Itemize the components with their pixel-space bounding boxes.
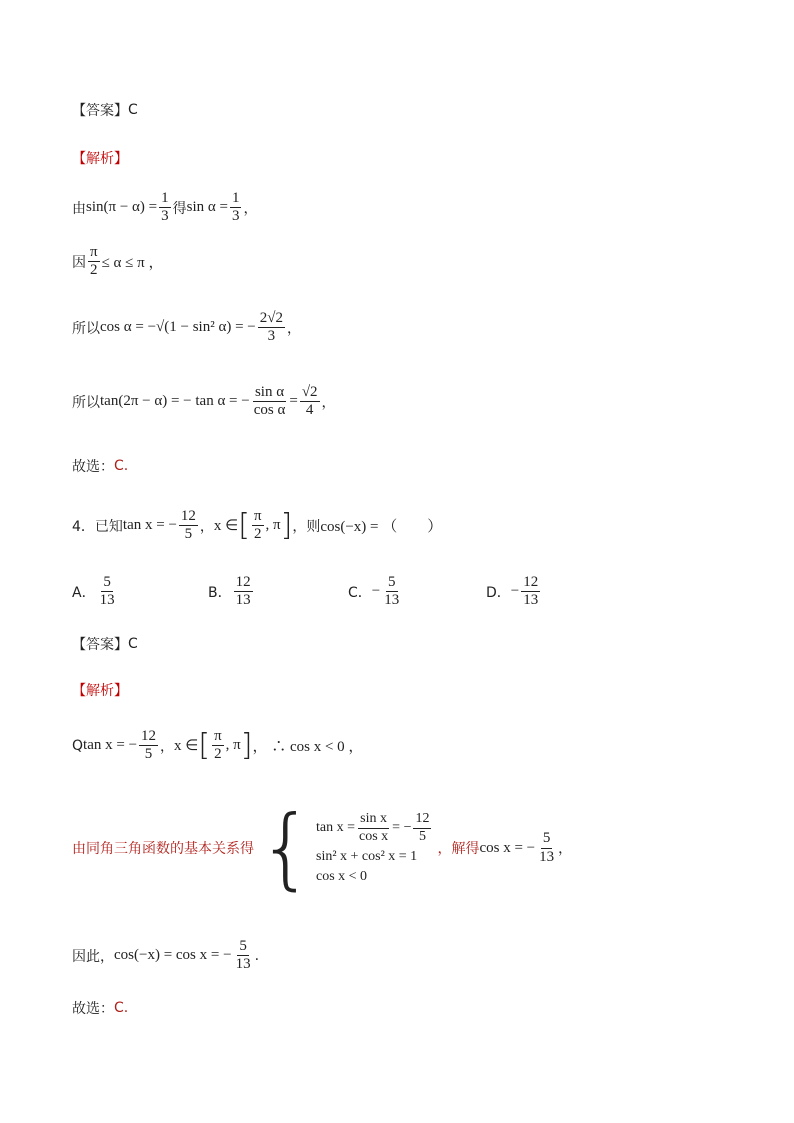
fraction: $\frac{\pi}{2}$	[214, 728, 222, 763]
math-expr: =	[289, 393, 298, 410]
answer-label: 【答案】	[72, 637, 128, 653]
math-expr: x ∈	[213, 518, 239, 535]
solution-step-5	[72, 728, 363, 764]
step-text: 由同角三角函数的基本关系得	[72, 841, 254, 857]
step-text: ，	[558, 841, 573, 857]
step-text: Q	[72, 737, 84, 754]
step-text: 由	[72, 200, 86, 217]
answer-label: 【答案】	[72, 103, 128, 119]
left-bracket: [	[198, 727, 211, 763]
choose-line-2	[72, 998, 128, 1018]
solution-step-4	[72, 384, 336, 420]
choose-value: C.	[114, 458, 129, 474]
step-text: ，	[243, 200, 258, 217]
option-d[interactable]: D． − $\frac{12}{13}$	[486, 574, 539, 609]
math-expr: cos(−x) = （ ）	[320, 519, 443, 536]
choose-line-1	[72, 456, 128, 476]
equation-system	[258, 796, 433, 899]
fraction: $\frac{\pi}{2}$	[90, 244, 98, 279]
left-bracket: [	[238, 507, 250, 543]
fraction: $\frac{5}{13}$	[99, 574, 115, 609]
right-bracket: ]	[280, 507, 293, 543]
fraction: $\frac{1}{3}$	[161, 190, 169, 225]
analysis-label: 【解析】	[72, 151, 128, 167]
fraction: $\frac{12}{5}$	[141, 728, 157, 763]
math-expr: cos x = −	[479, 839, 536, 856]
answer-value: C	[128, 102, 138, 118]
choose-label: 故选：	[72, 459, 114, 475]
step-text: ，	[199, 518, 214, 535]
math-expr: sin α =	[186, 199, 228, 216]
step-text: ，	[321, 394, 336, 411]
math-expr: ≤ α ≤ π ，	[101, 255, 164, 272]
step-text: ，	[160, 738, 175, 755]
fraction: $\frac{12}{13}$	[523, 574, 539, 609]
answer-value: C	[128, 636, 138, 652]
answer-line-2	[72, 634, 138, 654]
step-text: 因	[72, 254, 86, 271]
system-row: cos x < 0	[316, 868, 368, 884]
system-row: tan x = $\frac{\text{sin x}}{\text{cos x}}$ = − $\frac{12}{5}$	[316, 811, 430, 844]
system-row: sin² x + cos² x = 1	[316, 848, 418, 864]
option-b[interactable]: B． $\frac{12}{13}$	[208, 574, 251, 609]
option-a[interactable]: A． $\frac{5}{13}$	[72, 574, 115, 609]
math-expr: , π	[225, 737, 241, 754]
analysis-label: 【解析】	[72, 683, 128, 699]
step-text: 所以	[72, 394, 100, 411]
fraction: $\frac{\text{sin α}}{\text{cos α}}$	[253, 384, 286, 419]
fraction: $\frac{12}{13}$	[235, 574, 251, 609]
step-text: 因此，	[72, 948, 114, 965]
step-text: ，	[286, 320, 301, 337]
question-4	[72, 508, 442, 544]
solution-step-1	[72, 190, 257, 226]
step-text: 所以	[72, 320, 100, 337]
fraction: $\frac{1}{3}$	[231, 190, 240, 225]
solution-step-7	[72, 938, 259, 974]
solution-step-6	[72, 796, 573, 899]
fraction: $\frac{\pi}{2}$	[253, 508, 262, 543]
analysis-label-2	[72, 680, 128, 700]
math-expr: , π	[265, 517, 281, 534]
fraction: $\frac{2√2}{3}$	[259, 310, 283, 345]
math-expr: sin(π − α) =	[86, 199, 158, 216]
answer-line-1	[72, 100, 138, 120]
left-brace: {	[258, 796, 314, 899]
fraction: $\frac{5}{13}$	[235, 938, 251, 973]
fraction: $\frac{5}{13}$	[539, 830, 555, 865]
fraction: $\frac{12}{5}$	[180, 508, 196, 543]
math-expr: cos α = −√(1 − sin² α) = −	[100, 319, 256, 336]
question-number: 4．已知	[72, 518, 123, 535]
step-text: 得	[172, 200, 187, 217]
choose-label: 故选：	[72, 1001, 114, 1017]
math-expr: tan x = −	[122, 517, 177, 534]
option-c[interactable]: C． − $\frac{5}{13}$	[348, 574, 400, 609]
math-expr: cos(−x) = cos x = −	[114, 947, 232, 964]
step-text: .	[254, 947, 260, 964]
choose-value: C.	[114, 1000, 129, 1016]
right-bracket: ]	[240, 727, 253, 763]
fraction: $\frac{5}{13}$	[384, 574, 400, 609]
analysis-label-1	[72, 148, 128, 168]
math-expr: ， ∴ cos x < 0 ，	[252, 739, 364, 756]
solution-step-2	[72, 244, 163, 280]
math-expr: x ∈	[174, 738, 199, 755]
math-expr: tan x = −	[83, 737, 138, 754]
step-text: ，解得	[437, 841, 480, 857]
step-text: ，则	[292, 518, 321, 535]
solution-step-3	[72, 310, 301, 346]
math-expr: tan(2π − α) = − tan α = −	[100, 393, 250, 410]
fraction: $\frac{√2}{4}$	[301, 384, 318, 419]
